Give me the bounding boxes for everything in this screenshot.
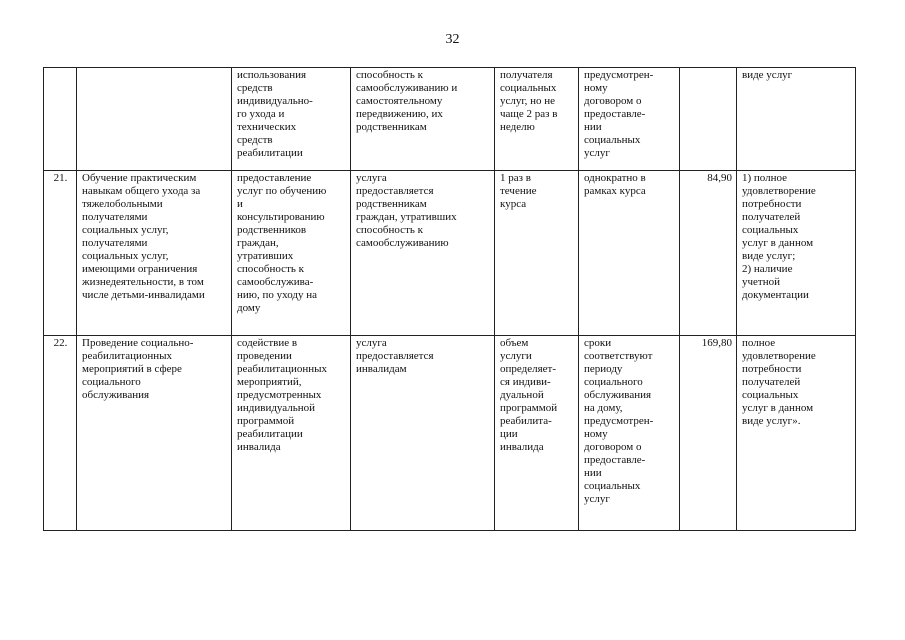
services-table	[43, 67, 856, 531]
service-name: Проведение социально- реабилитационных мероприятий в сфере социального обслуживания	[77, 336, 232, 531]
service-quality: полное удовлетворение потребности получателей социальных услуг в данном виде услуг».	[737, 336, 856, 531]
service-price: 84,90	[680, 171, 737, 336]
table-row	[44, 68, 856, 171]
table-row	[44, 171, 856, 336]
service-price	[680, 68, 737, 171]
service-name	[77, 68, 232, 171]
service-terms: сроки соответствуют периоду социального обслуживания на дому, предусмотрен- ному договором о предоставле- нии социальных услуг	[579, 336, 680, 531]
page-number: 32	[445, 32, 460, 47]
service-periodicity: 1 раз в течение курса	[495, 171, 579, 336]
service-periodicity: получателя социальных услуг, но не чаще 2 раз в неделю	[495, 68, 579, 171]
service-price: 169,80	[680, 336, 737, 531]
row-number: 22.	[44, 336, 77, 531]
service-terms: однократно в рамках курса	[579, 171, 680, 336]
service-content: предоставление услуг по обучению и консультированию родственников граждан, утративших способность к самообслужива- нию, по уходу на дому	[232, 171, 351, 336]
service-name: Обучение практическим навыкам общего ухода за тяжелобольными получателями социальных услуг, получателями социальных услуг, имеющими ограничения жизнедеятельности, в том числе детьми-инвалидами	[77, 171, 232, 336]
row-number	[44, 68, 77, 171]
service-content: содействие в проведении реабилитационных мероприятий, предусмотренных индивидуальной программой реабилитации инвалида	[232, 336, 351, 531]
service-conditions: услуга предоставляется родственникам граждан, утративших способность к самообслуживанию	[351, 171, 495, 336]
service-quality: виде услуг	[737, 68, 856, 171]
service-conditions: способность к самообслуживанию и самостоятельному передвижению, их родственникам	[351, 68, 495, 171]
table-row	[44, 336, 856, 531]
service-periodicity: объем услуги определяет- ся индиви- дуальной программой реабилита- ции инвалида	[495, 336, 579, 531]
service-terms: предусмотрен- ному договором о предоставле- нии социальных услуг	[579, 68, 680, 171]
service-conditions: услуга предоставляется инвалидам	[351, 336, 495, 531]
service-content: использования средств индивидуально- го ухода и технических средств реабилитации	[232, 68, 351, 171]
row-number: 21.	[44, 171, 77, 336]
service-quality: 1) полное удовлетворение потребности получателей социальных услуг в данном виде услуг; 2) наличие учетной документации	[737, 171, 856, 336]
